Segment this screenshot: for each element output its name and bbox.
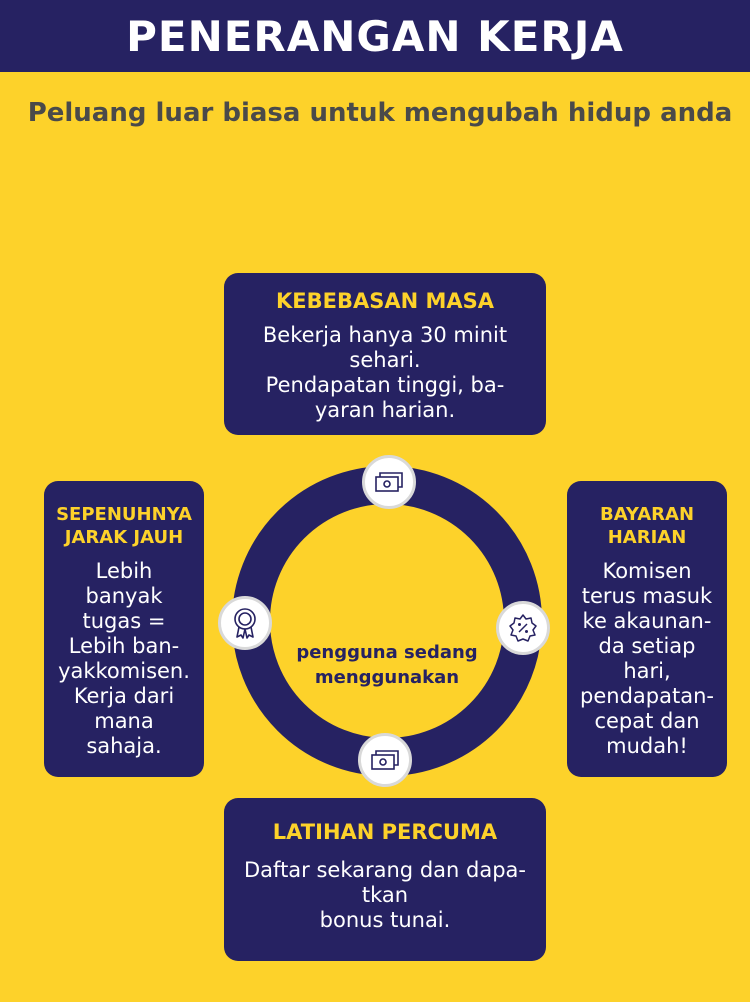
card-latihan-percuma <box>224 798 546 961</box>
card-line: terus masuk <box>581 584 713 608</box>
card-body <box>567 559 727 759</box>
card-body <box>44 559 204 759</box>
card-line: Lebih <box>95 559 153 583</box>
page-subtitle: Peluang luar biasa untuk mengubah hidup anda <box>27 98 733 128</box>
card-line: sahaja. <box>86 734 162 758</box>
card-line: mana <box>94 709 154 733</box>
center-caption <box>282 640 492 690</box>
card-title-line: SEPENUHNYA <box>56 504 192 525</box>
card-title: KEBEBASAN MASA <box>275 289 495 313</box>
cash-icon <box>358 733 412 787</box>
header-banner <box>0 0 750 72</box>
card-line: banyak <box>85 584 163 608</box>
card-title: LATIHAN PERCUMA <box>272 820 498 844</box>
card-line: mudah! <box>606 734 688 758</box>
award-badge-icon <box>218 596 272 650</box>
card-title <box>44 503 204 549</box>
card-title-line: JARAK JAUH <box>64 527 184 548</box>
card-line: da setiap <box>598 634 696 658</box>
card-line: sehari. <box>349 348 421 372</box>
card-line: cepat dan <box>594 709 700 733</box>
card-line: tugas = <box>82 609 166 633</box>
card-line: Pendapatan tinggi, ba- <box>265 373 505 397</box>
card-body <box>224 858 546 933</box>
center-caption-line: menggunakan <box>314 667 460 688</box>
discount-badge-icon <box>496 601 550 655</box>
card-line: tkan <box>361 883 409 907</box>
card-body <box>224 323 546 423</box>
card-line: hari, <box>623 659 671 683</box>
card-line: yakkomisen. <box>58 659 190 683</box>
card-line: Lebih ban- <box>68 634 180 658</box>
card-line: Komisen <box>602 559 692 583</box>
card-line: Kerja dari <box>73 684 175 708</box>
card-line: Bekerja hanya 30 minit <box>262 323 508 347</box>
card-jarak-jauh <box>44 481 204 777</box>
center-caption-line: pengguna sedang <box>296 642 478 663</box>
card-title <box>567 503 727 549</box>
card-line: Daftar sekarang dan dapa- <box>244 858 526 882</box>
card-title-line: BAYARAN <box>599 504 695 525</box>
card-title-line: HARIAN <box>607 527 687 548</box>
card-line: ke akaunan- <box>582 609 712 633</box>
page-title: PENERANGAN KERJA <box>126 11 624 61</box>
card-kebebasan-masa <box>224 273 546 435</box>
card-line: yaran harian. <box>314 398 456 422</box>
card-line: pendapatan- <box>580 684 714 708</box>
cash-icon <box>362 455 416 509</box>
card-bayaran-harian <box>567 481 727 777</box>
card-line: bonus tunai. <box>319 908 451 932</box>
center-ring <box>232 466 542 776</box>
